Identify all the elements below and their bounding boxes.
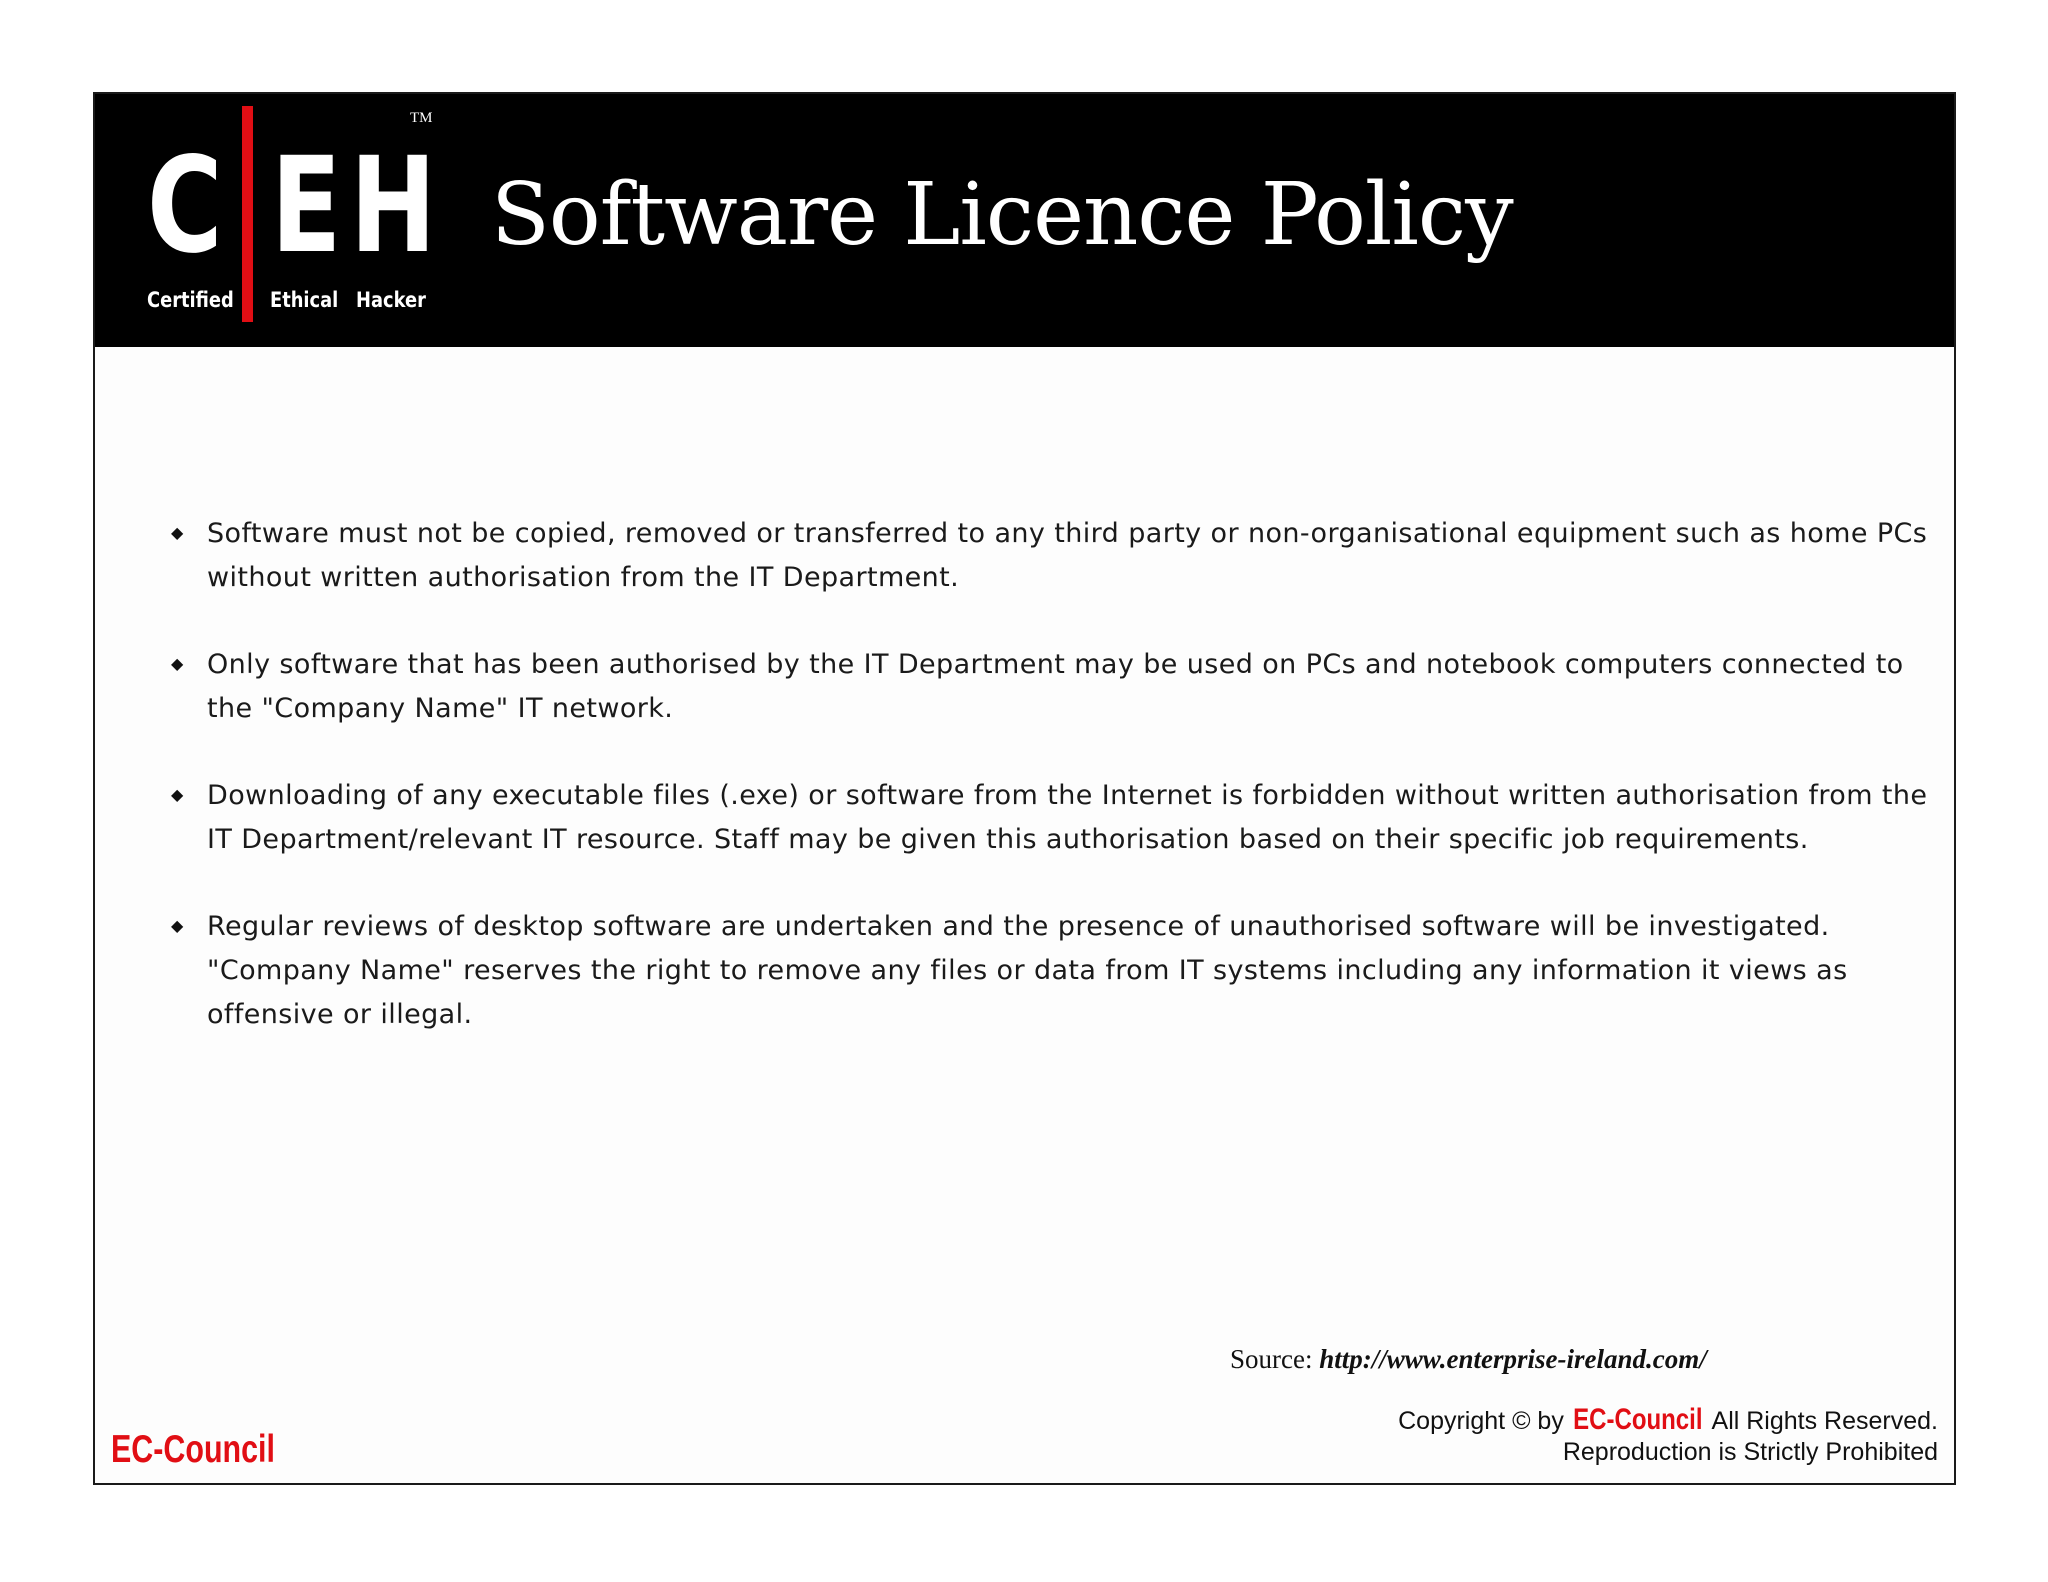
- logo-letter-c: C: [147, 129, 223, 283]
- header-banner: [95, 94, 1954, 347]
- list-item: [171, 512, 1931, 600]
- diamond-bullet-icon: ◆: [171, 916, 184, 935]
- bullet-text: Software must not be copied, removed or transferred to any third party or non-organisational equipment such as home PCs without written authorisation from the IT Department.: [207, 518, 1928, 593]
- copyright-notice: [1398, 1404, 1938, 1468]
- bullet-text: Regular reviews of desktop software are undertaken and the presence of unauthorised software will be investigated. "Company Name" reserves the right to remove any files or data from IT systems including any information it views as offensive or illegal.: [207, 911, 1848, 1030]
- source-citation: [1230, 1344, 1707, 1375]
- list-item: [171, 774, 1931, 862]
- source-label: Source:: [1230, 1344, 1320, 1374]
- copyright-suffix: All Rights Reserved.: [1711, 1407, 1938, 1435]
- policy-bullet-list: [171, 512, 1931, 1080]
- reproduction-notice: Reproduction is Strictly Prohibited: [1562, 1438, 1938, 1466]
- logo-red-bar: [242, 106, 253, 322]
- list-item: [171, 643, 1931, 731]
- ceh-logo: [95, 94, 455, 347]
- copyright-prefix: Copyright © by: [1398, 1407, 1564, 1435]
- source-url-link[interactable]: http://www.enterprise-ireland.com/: [1319, 1344, 1707, 1374]
- logo-letter-e: E: [271, 129, 342, 283]
- diamond-bullet-icon: ◆: [171, 785, 184, 804]
- bullet-text: Only software that has been authorised by the IT Department may be used on PCs and notebook computers connected to the "Company Name" IT network.: [207, 649, 1904, 724]
- logo-word-certified: Certified: [147, 288, 234, 312]
- copyright-brand: EC-Council: [1573, 1403, 1703, 1436]
- logo-word-ethical: Ethical: [270, 288, 339, 312]
- bullet-text: Downloading of any executable files (.exe) or software from the Internet is forbidden without written authorisation from the IT Department/relevant IT resource. Staff may be given this authorisation based on their specific job requirements.: [207, 780, 1928, 855]
- logo-word-hacker: Hacker: [356, 288, 426, 312]
- list-item: [171, 905, 1931, 1037]
- copyright-line: [1398, 1404, 1938, 1437]
- diamond-bullet-icon: ◆: [171, 654, 184, 673]
- slide: [93, 92, 1956, 1485]
- diamond-bullet-icon: ◆: [171, 523, 184, 542]
- ec-council-logo-text: EC-Council: [111, 1428, 275, 1471]
- page-title: Software Licence Policy: [491, 165, 1513, 265]
- logo-letter-h: H: [350, 129, 437, 283]
- trademark-mark: TM: [410, 110, 433, 126]
